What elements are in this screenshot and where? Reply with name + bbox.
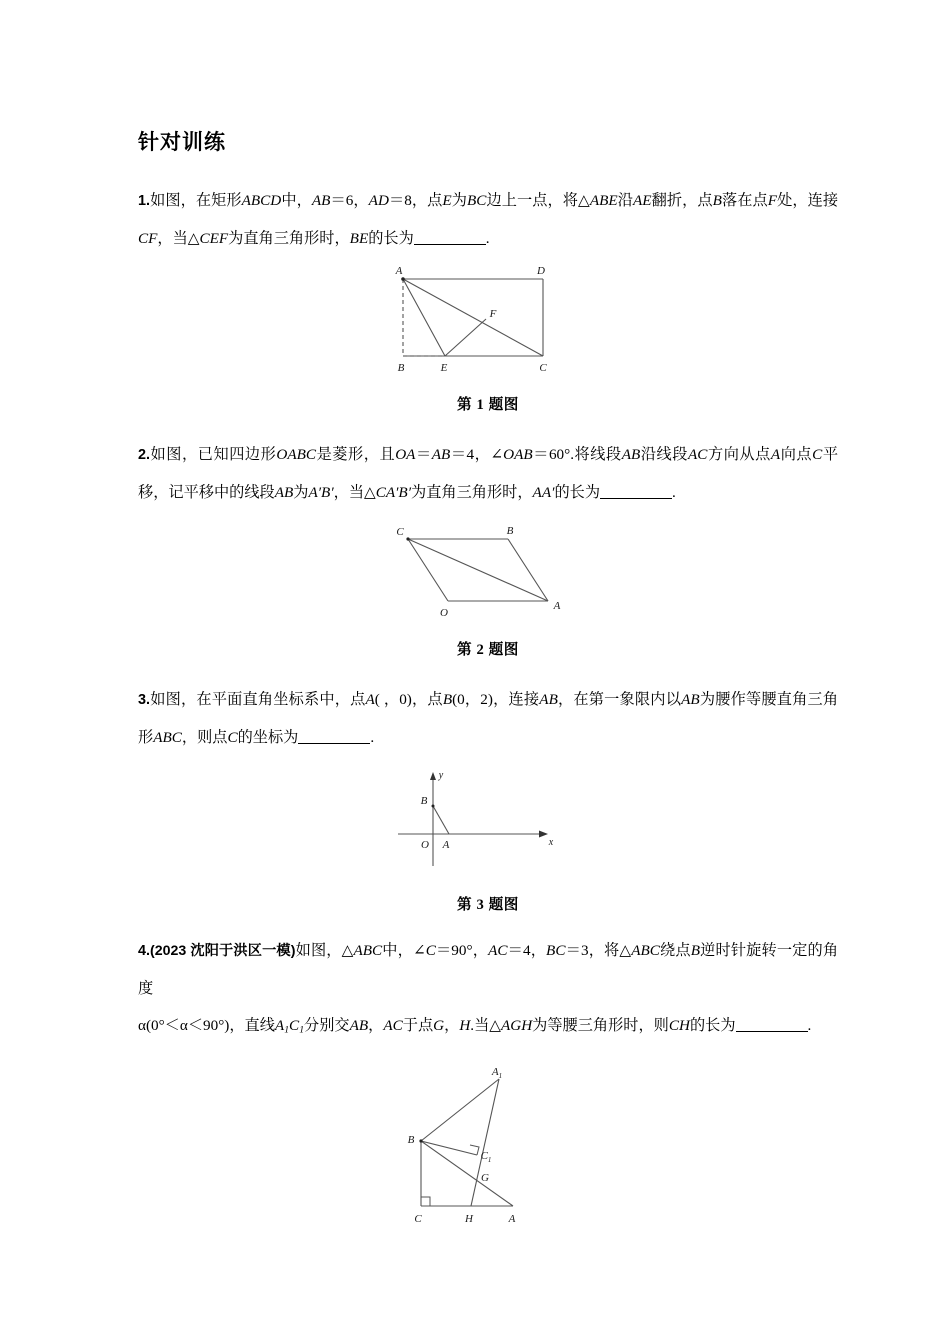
body-text: . [807,1017,812,1034]
body-text: 平移，记平移中的线段 [138,446,839,501]
body-text: 为 [293,484,309,501]
math-var: C [227,729,238,746]
math-var: OABC [276,446,317,463]
problem-4-body-2 [138,1017,811,1034]
math-var: AC [688,446,708,463]
fig2-diagonal-CA [408,539,548,601]
body-text: .当△ [470,1017,501,1034]
body-text: 沿 [617,192,633,209]
figure-2-caption: 第 2 题图 [457,642,519,658]
math-var: OA [395,446,416,463]
math-var: B [712,192,722,209]
math-var-sub: $A_1C_1$ [274,1017,305,1036]
fig1-seg-EF [445,319,486,356]
fig2-label-C: C [396,526,404,538]
math-var: ABC [631,942,660,959]
fig4-side-BC1 [421,1141,477,1155]
body-text: 的长为 [689,1017,736,1034]
fig4-label-G: G [481,1171,489,1184]
fig1-label-A: A [395,265,403,277]
body-text: 为直角三角形时， [228,230,350,247]
math-var: AB [539,691,558,708]
body-text: 中， [281,192,312,209]
body-text: ＝ [415,446,432,463]
body-text: 逆时针旋转一定的角度 [138,942,839,997]
math-var: E [442,192,452,209]
figure-3-caption: 第 3 题图 [457,897,519,913]
fig3-label-O: O [421,839,429,851]
body-text: 翻折，点 [651,192,713,209]
body-text: 的坐标为 [237,729,299,746]
body-text: (0，2)，连接 [452,691,540,708]
math-var: ABCD [241,192,282,209]
fig1-label-E: E [440,362,448,374]
math-var: AD [368,192,389,209]
answer-blank [298,728,370,744]
fig4-label-B: B [407,1133,415,1146]
problem-3-number: 3. [138,692,151,708]
math-var: CF [138,230,158,247]
figure-1 [138,261,838,381]
body-text: ，则点 [181,729,228,746]
body-text: . [370,729,375,746]
fig4-label-C: C [414,1212,422,1225]
fig3-point-B-dot [432,805,435,808]
body-text: 方向从点 [707,446,771,463]
body-text: 如图，已知四边形 [150,446,277,463]
body-text: ＝60°.将线段 [532,446,622,463]
body-text: 如图，△ [295,942,354,959]
fig1-label-C: C [539,362,547,374]
fig4-right-angle-C [421,1197,430,1206]
math-var: B [690,942,700,959]
figure-3 [138,766,838,881]
math-var: CA′B′ [375,484,412,501]
fig1-vertex-A-dot [401,277,405,281]
body-text: ， [368,1017,384,1034]
body-text: 如图，在矩形 [150,192,242,209]
problem-3-text [138,681,838,756]
math-var: A [770,446,781,463]
figure-1-svg [373,261,603,376]
fig3-label-B: B [420,795,428,807]
body-text: 为等腰三角形时，则 [532,1017,669,1034]
figure-3-svg [373,766,603,876]
body-text: 为腰作等腰直角三角形 [138,691,839,746]
body-text: ，当△ [333,484,376,501]
math-var: CH [668,1017,690,1034]
answer-blank [736,1016,808,1032]
body-text: 的长为 [554,484,600,501]
problem-4-text-line1 [138,932,838,1007]
math-var: AB [431,446,451,463]
page-content [138,126,838,1243]
math-var: B [442,691,453,708]
math-var: ABC [153,729,182,746]
problem-1-body [138,192,838,247]
fig2-label-B: B [506,525,514,537]
page-title: 针对训练 [138,131,226,154]
fig1-label-F: F [489,308,497,320]
math-var: BC [546,942,566,959]
fig3-label-y: y [438,770,444,781]
math-var: H [459,1017,471,1034]
answer-blank [600,483,672,499]
body-text: ＝8，点 [388,192,443,209]
fig1-label-B: B [397,362,405,374]
fig2-label-A: A [553,600,561,612]
body-text: ，在第一象限内以 [557,691,682,708]
body-text: 为直角三角形时， [411,484,533,501]
math-var: BC [467,192,487,209]
figure-4-svg [373,1063,603,1238]
body-text: 于点 [402,1017,434,1034]
math-var: ABE [589,192,618,209]
math-var: AB [681,691,700,708]
body-text: ( ，0)，点 [374,691,443,708]
answer-blank [414,229,486,245]
body-text: 处，连接 [777,192,839,209]
math-var: AA′ [532,484,555,501]
fig4-vertex-B-dot [419,1139,422,1142]
figure-2-svg [373,521,603,621]
figure-1-caption: 第 1 题图 [457,397,519,413]
fig4-label-H: H [465,1212,473,1225]
math-var: C [812,446,823,463]
fig2-label-O: O [440,607,448,619]
body-text: . [485,230,490,247]
problem-4-text-line2 [138,1007,838,1049]
body-text: 落在点 [721,192,768,209]
math-var: F [767,192,778,209]
fig2-vertex-C-dot [406,537,409,540]
math-var: AE [632,192,652,209]
body-text: 是菱形，且 [316,446,396,463]
body-text: ＝4，∠ [450,446,504,463]
problem-2-number: 2. [138,447,151,463]
math-var: A [365,691,375,708]
math-var: AB [274,484,294,501]
fig3-y-arrow [430,772,436,780]
fig4-label-A: A [508,1212,516,1225]
body-text: ＝4， [507,942,547,959]
body-text: 向点 [780,446,813,463]
problem-2-body [138,446,838,501]
body-text: . [672,484,676,501]
body-text: ，当△ [157,230,200,247]
math-var: AB [349,1017,369,1034]
fig3-label-x: x [548,837,554,848]
fig3-seg-AB [433,806,449,834]
body-text: ， [444,1017,460,1034]
fig4-side-BA [421,1141,513,1206]
body-text: 为 [451,192,468,209]
figure-4 [138,1063,838,1243]
body-text: 边上一点，将△ [486,192,590,209]
math-var: AC [488,942,508,959]
fig4-label-A1: $A_1$ [491,1065,503,1080]
body-text: ＝90°， [435,942,489,959]
fig4-label-C1: $C_1$ [480,1149,492,1164]
problem-1-number: 1. [138,193,151,209]
body-text: ＝3，将△ [565,942,632,959]
figure-2 [138,521,838,626]
fig1-label-D: D [537,265,545,277]
body-text: α(0°＜α＜90°)，直线 [138,1017,275,1034]
body-text: 中，∠ [382,942,426,959]
math-var: BE [349,230,369,247]
problem-3-body [138,691,838,746]
math-var: AB [311,192,331,209]
fig3-x-arrow [539,831,548,838]
body-text: 如图，在平面直角坐标系中，点 [150,691,366,708]
body-text: ＝6， [330,192,369,209]
problem-2-text [138,436,838,511]
problem-4-number: 4. [138,943,151,959]
math-var: G [433,1017,445,1034]
problem-4-source: (2023 沈阳于洪区一模) [150,943,296,959]
math-var: ABC [353,942,383,959]
math-var: AC [383,1017,403,1034]
math-var: AB [621,446,641,463]
math-var: CEF [199,230,229,247]
math-var: A′B′ [308,484,334,501]
math-var: AGH [500,1017,533,1034]
math-var: OAB [503,446,533,463]
body-text: 的长为 [368,230,414,247]
body-text: 沿线段 [640,446,688,463]
problem-1-text [138,182,838,257]
body-text: 分别交 [304,1017,350,1034]
math-var: C [425,942,436,959]
fig3-label-A: A [442,839,450,851]
body-text: 绕点 [659,942,691,959]
